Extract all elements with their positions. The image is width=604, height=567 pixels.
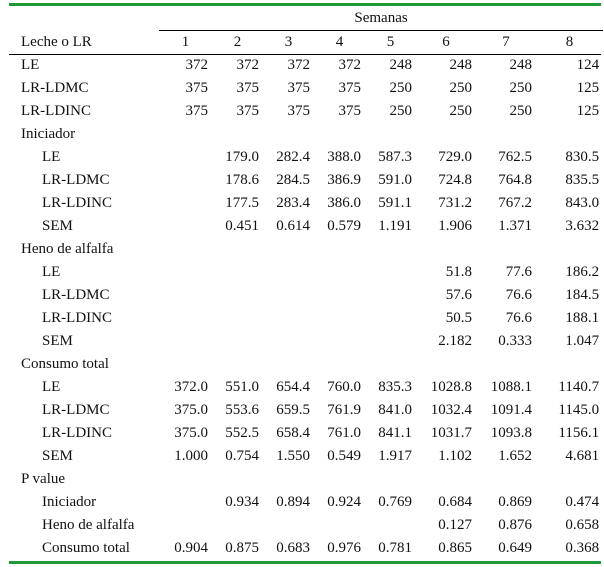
table-row bbox=[9, 123, 603, 146]
row-label: LE bbox=[42, 149, 61, 165]
table-cell bbox=[476, 238, 536, 261]
table-cell: 0.781 bbox=[378, 540, 412, 556]
row-label: LR-LDMC bbox=[42, 402, 110, 418]
table-cell: 724.8 bbox=[438, 172, 472, 188]
table-cell bbox=[365, 238, 416, 261]
table-cell: 761.9 bbox=[327, 402, 361, 418]
table-cell: 77.6 bbox=[505, 264, 532, 280]
table-cell: 729.0 bbox=[438, 149, 472, 165]
week-header-2: 2 bbox=[233, 33, 242, 50]
table-cell: 1.000 bbox=[174, 448, 208, 464]
table-cell: 179.0 bbox=[225, 149, 259, 165]
table-cell: 250 bbox=[449, 80, 472, 96]
table-row bbox=[9, 261, 603, 284]
row-label: LR-LDMC bbox=[42, 172, 110, 188]
week-header-1: 1 bbox=[181, 33, 190, 50]
table-cell bbox=[159, 330, 212, 353]
table-cell: 184.5 bbox=[565, 287, 600, 303]
table-cell bbox=[314, 330, 365, 353]
table-cell: 375.0 bbox=[174, 425, 208, 441]
table-cell: 4.681 bbox=[565, 448, 600, 464]
weeks-group-header: Semanas bbox=[354, 9, 408, 26]
table-cell: 0.869 bbox=[498, 494, 532, 510]
table-cell: 835.3 bbox=[378, 379, 412, 395]
table-cell: 250 bbox=[449, 103, 472, 119]
table-cell bbox=[365, 353, 416, 376]
row-label: SEM bbox=[42, 218, 73, 234]
table-cell: 0.865 bbox=[438, 540, 472, 556]
table-cell: 0.875 bbox=[225, 540, 259, 556]
table-cell: 375 bbox=[338, 103, 361, 119]
table-cell bbox=[263, 468, 314, 491]
table-cell: 125 bbox=[576, 80, 600, 96]
table-cell: 51.8 bbox=[445, 264, 472, 280]
table-cell bbox=[365, 261, 416, 284]
table-cell bbox=[212, 514, 263, 537]
table-cell: 178.6 bbox=[225, 172, 259, 188]
table-cell: 388.0 bbox=[327, 149, 361, 165]
row-label: Consumo total bbox=[21, 356, 109, 372]
table-cell: 1.550 bbox=[276, 448, 310, 464]
table-cell: 762.5 bbox=[498, 149, 532, 165]
table-cell: 372 bbox=[338, 57, 361, 73]
table-cell bbox=[159, 192, 212, 215]
row-label: Iniciador bbox=[21, 126, 76, 142]
table-cell: 0.754 bbox=[225, 448, 259, 464]
row-label: Consumo total bbox=[42, 540, 130, 556]
table-cell: 125 bbox=[576, 103, 600, 119]
table-cell: 1145.0 bbox=[558, 402, 600, 418]
table-row bbox=[9, 238, 603, 261]
week-header-7: 7 bbox=[502, 33, 510, 50]
week-header-4: 4 bbox=[335, 33, 344, 50]
table-cell bbox=[159, 215, 212, 238]
table-cell: 375 bbox=[185, 103, 208, 119]
table-cell: 372 bbox=[236, 57, 259, 73]
table-cell bbox=[365, 514, 416, 537]
table-cell: 50.5 bbox=[445, 310, 472, 326]
table-cell: 1.906 bbox=[438, 218, 472, 234]
table-cell: 76.6 bbox=[505, 310, 532, 326]
table-cell bbox=[365, 284, 416, 307]
table-cell bbox=[476, 468, 536, 491]
table-cell bbox=[314, 468, 365, 491]
table-cell bbox=[263, 307, 314, 330]
row-label: LE bbox=[42, 264, 61, 280]
table-cell: 188.1 bbox=[565, 310, 600, 326]
table-row bbox=[9, 146, 603, 169]
row-label: SEM bbox=[42, 448, 73, 464]
table-cell: 375 bbox=[338, 80, 361, 96]
table-cell: 0.451 bbox=[225, 218, 259, 234]
table-cell: 386.0 bbox=[327, 195, 361, 211]
table-cell bbox=[314, 261, 365, 284]
table-cell bbox=[159, 307, 212, 330]
row-label: LR-LDINC bbox=[21, 103, 91, 119]
table-cell bbox=[159, 491, 212, 514]
table-cell: 0.333 bbox=[498, 333, 532, 349]
table-row bbox=[9, 54, 603, 77]
row-label: LR-LDMC bbox=[42, 287, 110, 303]
table-cell bbox=[212, 284, 263, 307]
row-label: Heno de alfalfa bbox=[21, 241, 114, 257]
table-cell: 57.6 bbox=[445, 287, 472, 303]
table-cell bbox=[159, 146, 212, 169]
table-row bbox=[9, 330, 603, 353]
table-cell: 830.5 bbox=[565, 149, 600, 165]
table-cell: 1031.7 bbox=[430, 425, 472, 441]
table-cell: 76.6 bbox=[505, 287, 532, 303]
table-cell: 0.684 bbox=[438, 494, 472, 510]
week-header-5: 5 bbox=[386, 33, 395, 50]
table-row bbox=[9, 100, 603, 123]
table-cell bbox=[314, 307, 365, 330]
table-cell bbox=[159, 353, 212, 376]
table-row bbox=[9, 468, 603, 491]
table-cell bbox=[314, 238, 365, 261]
table-cell bbox=[416, 238, 476, 261]
table-cell: 375.0 bbox=[174, 402, 208, 418]
table-cell: 1088.1 bbox=[490, 379, 532, 395]
table-row bbox=[9, 537, 603, 560]
table-cell bbox=[314, 353, 365, 376]
table-cell: 1091.4 bbox=[490, 402, 532, 418]
table-cell bbox=[314, 123, 365, 146]
table-cell: 372 bbox=[185, 57, 208, 73]
table-cell: 1093.8 bbox=[490, 425, 532, 441]
table-cell: 0.976 bbox=[327, 540, 361, 556]
table-cell bbox=[476, 123, 536, 146]
table-cell: 553.6 bbox=[225, 402, 259, 418]
table-cell bbox=[212, 307, 263, 330]
table-cell: 767.2 bbox=[498, 195, 532, 211]
table-cell bbox=[263, 238, 314, 261]
table-cell: 282.4 bbox=[276, 149, 310, 165]
table-cell: 654.4 bbox=[276, 379, 310, 395]
table-cell: 764.8 bbox=[498, 172, 532, 188]
week-header-6: 6 bbox=[442, 33, 450, 50]
table-cell bbox=[212, 261, 263, 284]
table-cell: 248 bbox=[449, 57, 472, 73]
table-row bbox=[9, 169, 603, 192]
table-cell bbox=[263, 353, 314, 376]
table-cell: 760.0 bbox=[327, 379, 361, 395]
table-row bbox=[9, 399, 603, 422]
table-cell: 841.0 bbox=[378, 402, 412, 418]
table-cell bbox=[365, 123, 416, 146]
table-cell: 591.0 bbox=[378, 172, 412, 188]
table-row bbox=[9, 376, 603, 399]
table-cell: 283.4 bbox=[276, 195, 310, 211]
table-row bbox=[9, 514, 603, 537]
row-label: Iniciador bbox=[42, 494, 97, 510]
row-label: LR-LDINC bbox=[42, 195, 112, 211]
table-cell: 761.0 bbox=[327, 425, 361, 441]
table-cell: 186.2 bbox=[565, 264, 600, 280]
table-cell: 375 bbox=[287, 103, 310, 119]
table-cell: 0.368 bbox=[565, 540, 600, 556]
table-cell: 386.9 bbox=[327, 172, 361, 188]
table-cell bbox=[212, 468, 263, 491]
table-cell: 1028.8 bbox=[430, 379, 472, 395]
row-label: LE bbox=[21, 57, 40, 73]
group-header-underline bbox=[159, 30, 603, 31]
table-row bbox=[9, 422, 603, 445]
table-cell: 250 bbox=[509, 80, 532, 96]
table-cell: 375 bbox=[185, 80, 208, 96]
table-cell bbox=[263, 261, 314, 284]
table-cell: 0.474 bbox=[565, 494, 600, 510]
table-cell bbox=[365, 330, 416, 353]
table-cell bbox=[365, 307, 416, 330]
table-cell: 375 bbox=[236, 103, 259, 119]
table-cell: 0.904 bbox=[174, 540, 208, 556]
table-cell bbox=[159, 261, 212, 284]
table-cell: 248 bbox=[509, 57, 532, 73]
table-cell bbox=[159, 169, 212, 192]
row-label: LR-LDINC bbox=[42, 425, 112, 441]
table-cell bbox=[263, 284, 314, 307]
table-row bbox=[9, 192, 603, 215]
table-cell: 591.1 bbox=[378, 195, 412, 211]
table-cell: 250 bbox=[389, 80, 412, 96]
table-cell bbox=[536, 238, 603, 261]
table-cell: 0.614 bbox=[276, 218, 310, 234]
table-cell: 658.4 bbox=[276, 425, 310, 441]
table-row bbox=[9, 284, 603, 307]
header-group-row bbox=[9, 6, 603, 30]
table-cell bbox=[536, 123, 603, 146]
table-cell bbox=[212, 330, 263, 353]
table-cell bbox=[536, 353, 603, 376]
table-cell: 1.652 bbox=[498, 448, 532, 464]
data-table-container bbox=[9, 6, 603, 565]
bottom-green-rule bbox=[9, 561, 601, 564]
row-label: P value bbox=[21, 471, 66, 487]
table-cell: 1.191 bbox=[378, 218, 412, 234]
row-label-header: Leche o LR bbox=[21, 33, 92, 50]
table-row bbox=[9, 215, 603, 238]
data-table bbox=[9, 6, 603, 560]
table-cell bbox=[212, 353, 263, 376]
table-cell bbox=[476, 353, 536, 376]
table-cell: 248 bbox=[389, 57, 412, 73]
table-cell bbox=[212, 238, 263, 261]
table-cell bbox=[159, 468, 212, 491]
row-label: LR-LDMC bbox=[21, 80, 89, 96]
table-cell: 124 bbox=[576, 57, 600, 73]
week-header-3: 3 bbox=[284, 33, 293, 50]
table-body bbox=[9, 54, 603, 560]
table-row bbox=[9, 77, 603, 100]
table-cell bbox=[159, 514, 212, 537]
table-row bbox=[9, 445, 603, 468]
table-cell: 1.102 bbox=[438, 448, 472, 464]
table-cell bbox=[416, 468, 476, 491]
table-cell: 177.5 bbox=[225, 195, 259, 211]
table-cell: 250 bbox=[389, 103, 412, 119]
table-cell: 1.917 bbox=[378, 448, 412, 464]
row-label: LE bbox=[42, 379, 61, 395]
table-cell: 1156.1 bbox=[558, 425, 600, 441]
row-label: LR-LDINC bbox=[42, 310, 112, 326]
table-cell: 375 bbox=[236, 80, 259, 96]
table-cell bbox=[263, 330, 314, 353]
table-cell: 0.769 bbox=[378, 494, 412, 510]
table-cell: 250 bbox=[509, 103, 532, 119]
table-cell bbox=[212, 123, 263, 146]
table-cell bbox=[159, 238, 212, 261]
table-cell: 1.371 bbox=[498, 218, 532, 234]
table-cell: 731.2 bbox=[438, 195, 472, 211]
row-label: Heno de alfalfa bbox=[42, 517, 135, 533]
table-cell bbox=[416, 353, 476, 376]
header-row bbox=[9, 30, 603, 54]
table-cell bbox=[159, 284, 212, 307]
table-cell: 1.047 bbox=[565, 333, 600, 349]
table-row bbox=[9, 307, 603, 330]
table-cell: 1140.7 bbox=[558, 379, 600, 395]
row-label: SEM bbox=[42, 333, 73, 349]
table-cell: 0.894 bbox=[276, 494, 310, 510]
table-cell: 0.649 bbox=[498, 540, 532, 556]
table-cell: 587.3 bbox=[378, 149, 412, 165]
table-cell: 1032.4 bbox=[430, 402, 472, 418]
table-cell: 0.876 bbox=[498, 517, 532, 533]
week-header-8: 8 bbox=[565, 33, 574, 50]
table-cell: 659.5 bbox=[276, 402, 310, 418]
table-row bbox=[9, 491, 603, 514]
table-cell: 835.5 bbox=[565, 172, 600, 188]
table-cell: 284.5 bbox=[276, 172, 310, 188]
table-cell: 0.934 bbox=[225, 494, 259, 510]
table-cell bbox=[263, 123, 314, 146]
table-cell bbox=[536, 468, 603, 491]
table-cell bbox=[365, 468, 416, 491]
table-cell bbox=[416, 123, 476, 146]
table-cell bbox=[263, 514, 314, 537]
column-header-underline bbox=[9, 54, 601, 55]
table-cell: 841.1 bbox=[378, 425, 412, 441]
table-cell bbox=[314, 514, 365, 537]
table-cell: 552.5 bbox=[225, 425, 259, 441]
table-cell: 0.924 bbox=[327, 494, 361, 510]
table-cell: 551.0 bbox=[225, 379, 259, 395]
table-cell: 0.683 bbox=[276, 540, 310, 556]
table-cell: 3.632 bbox=[565, 218, 600, 234]
table-cell: 0.549 bbox=[327, 448, 361, 464]
table-cell bbox=[314, 284, 365, 307]
table-cell: 372 bbox=[287, 57, 310, 73]
table-cell: 372.0 bbox=[174, 379, 208, 395]
table-cell: 2.182 bbox=[438, 333, 472, 349]
table-cell bbox=[159, 123, 212, 146]
table-cell: 0.658 bbox=[565, 517, 600, 533]
table-cell: 0.579 bbox=[327, 218, 361, 234]
table-row bbox=[9, 353, 603, 376]
table-cell: 375 bbox=[287, 80, 310, 96]
table-cell: 0.127 bbox=[438, 517, 472, 533]
table-cell: 843.0 bbox=[565, 195, 600, 211]
